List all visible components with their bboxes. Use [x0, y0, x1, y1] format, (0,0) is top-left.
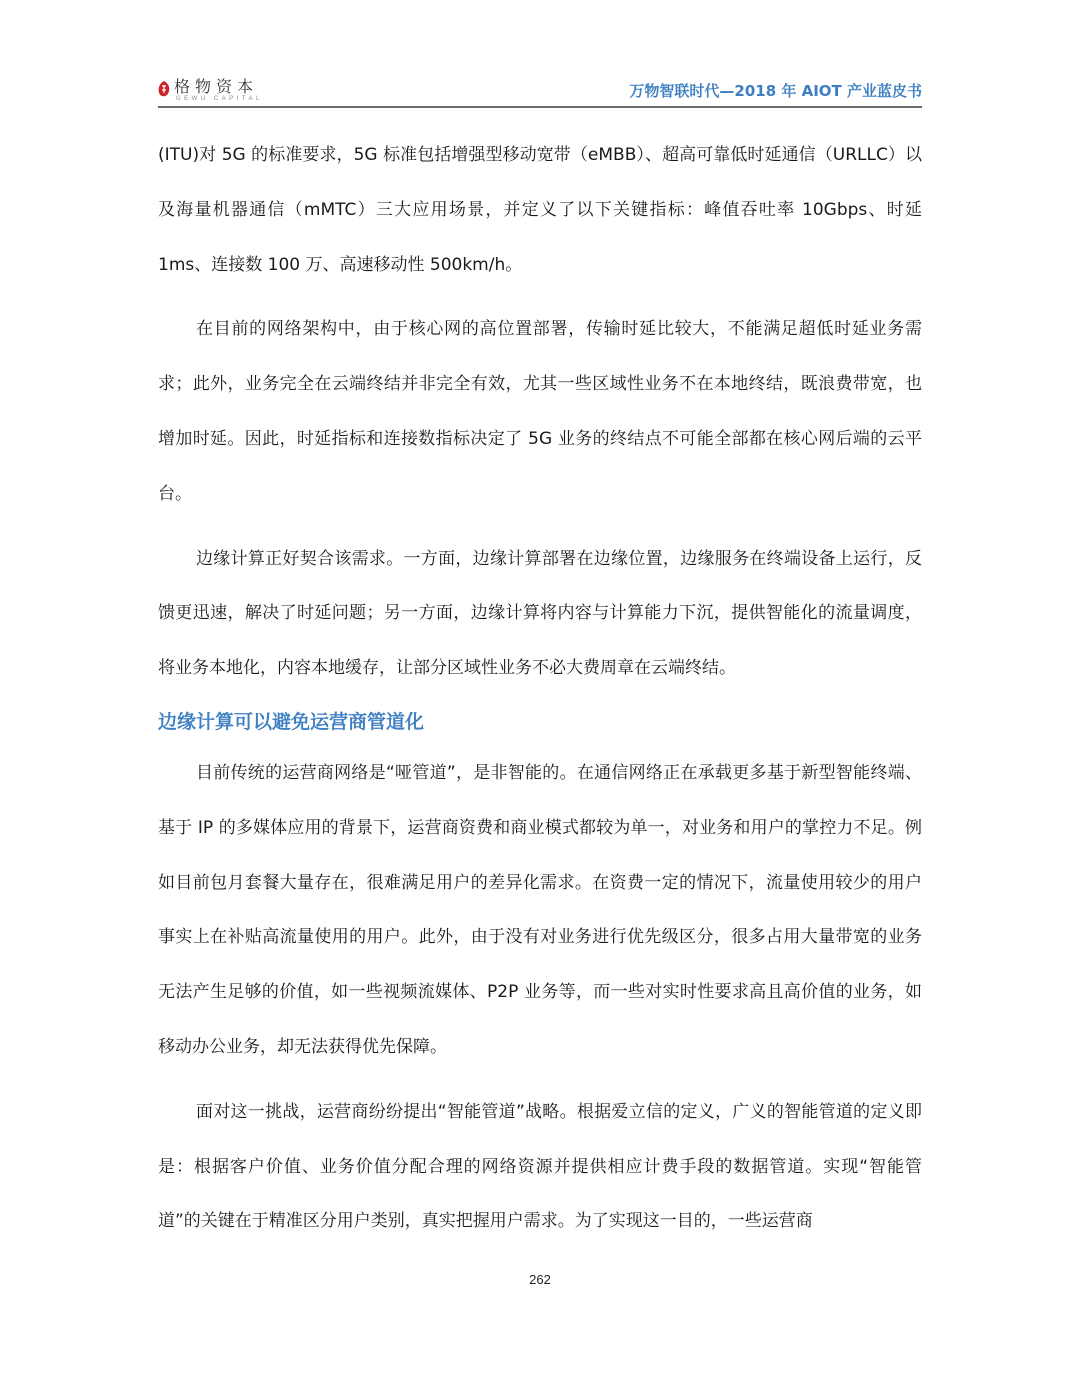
paragraph: 面对这一挑战，运营商纷纷提出“智能管道”战略。根据爱立信的定义，广义的智能管道的定义即是：根据客户价值、业务价值分配合理的网络资源并提供相应计费手段的数据管道。实现“智能管道”的关键在于精准区分用户类别，真实把握用户需求。为了实现这一目的，一些运营商	[158, 1101, 922, 1232]
page-header	[158, 70, 922, 108]
page-body	[158, 128, 922, 1259]
logo-seal-icon	[158, 81, 170, 97]
logo-subtext: GEWU CAPITAL	[176, 96, 263, 102]
paragraph: 在目前的网络架构中，由于核心网的高位置部署，传输时延比较大，不能满足超低时延业务需求；此外，业务完全在云端终结并非完全有效，尤其一些区域性业务不在本地终结，既浪费带宽，也增加时延。因此，时延指标和连接数指标决定了 5G 业务的终结点不可能全部都在核心网后端的云平台。	[158, 319, 922, 504]
section-heading: 边缘计算可以避免运营商管道化	[158, 710, 425, 733]
page-number: 262	[529, 1272, 551, 1287]
paragraph-continuation: (ITU)对 5G 的标准要求，5G 标准包括增强型移动宽带（eMBB）、超高可靠低时延通信（URLLC）以及海量机器通信（mMTC）三大应用场景，并定义了以下关键指标：峰值吞吐率 10Gbps、时延 1ms、连接数 100 万、高速移动性 500km/h。	[158, 145, 922, 275]
logo-text: 格物资本	[174, 77, 259, 96]
paragraph: 边缘计算正好契合该需求。一方面，边缘计算部署在边缘位置，边缘服务在终端设备上运行，反馈更迅速，解决了时延问题；另一方面，边缘计算将内容与计算能力下沉，提供智能化的流量调度，将业务本地化，内容本地缓存，让部分区域性业务不必大费周章在云端终结。	[158, 548, 922, 679]
logo	[158, 78, 263, 106]
paragraph: 目前传统的运营商网络是“哑管道”，是非智能的。在通信网络正在承载更多基于新型智能终端、基于 IP 的多媒体应用的背景下，运营商资费和商业模式都较为单一，对业务和用户的掌控力不足。例如目前包月套餐大量存在，很难满足用户的差异化需求。在资费一定的情况下，流量使用较少的用户事实上在补贴高流量使用的用户。此外，由于没有对业务进行优先级区分，很多占用大量带宽的业务无法产生足够的价值，如一些视频流媒体、P2P 业务等，而一些对实时性要求高且高价值的业务，如移动办公业务，却无法获得优先保障。	[158, 762, 922, 1057]
document-title: 万物智联时代—2018 年 AIOT 产业蓝皮书	[629, 82, 922, 100]
